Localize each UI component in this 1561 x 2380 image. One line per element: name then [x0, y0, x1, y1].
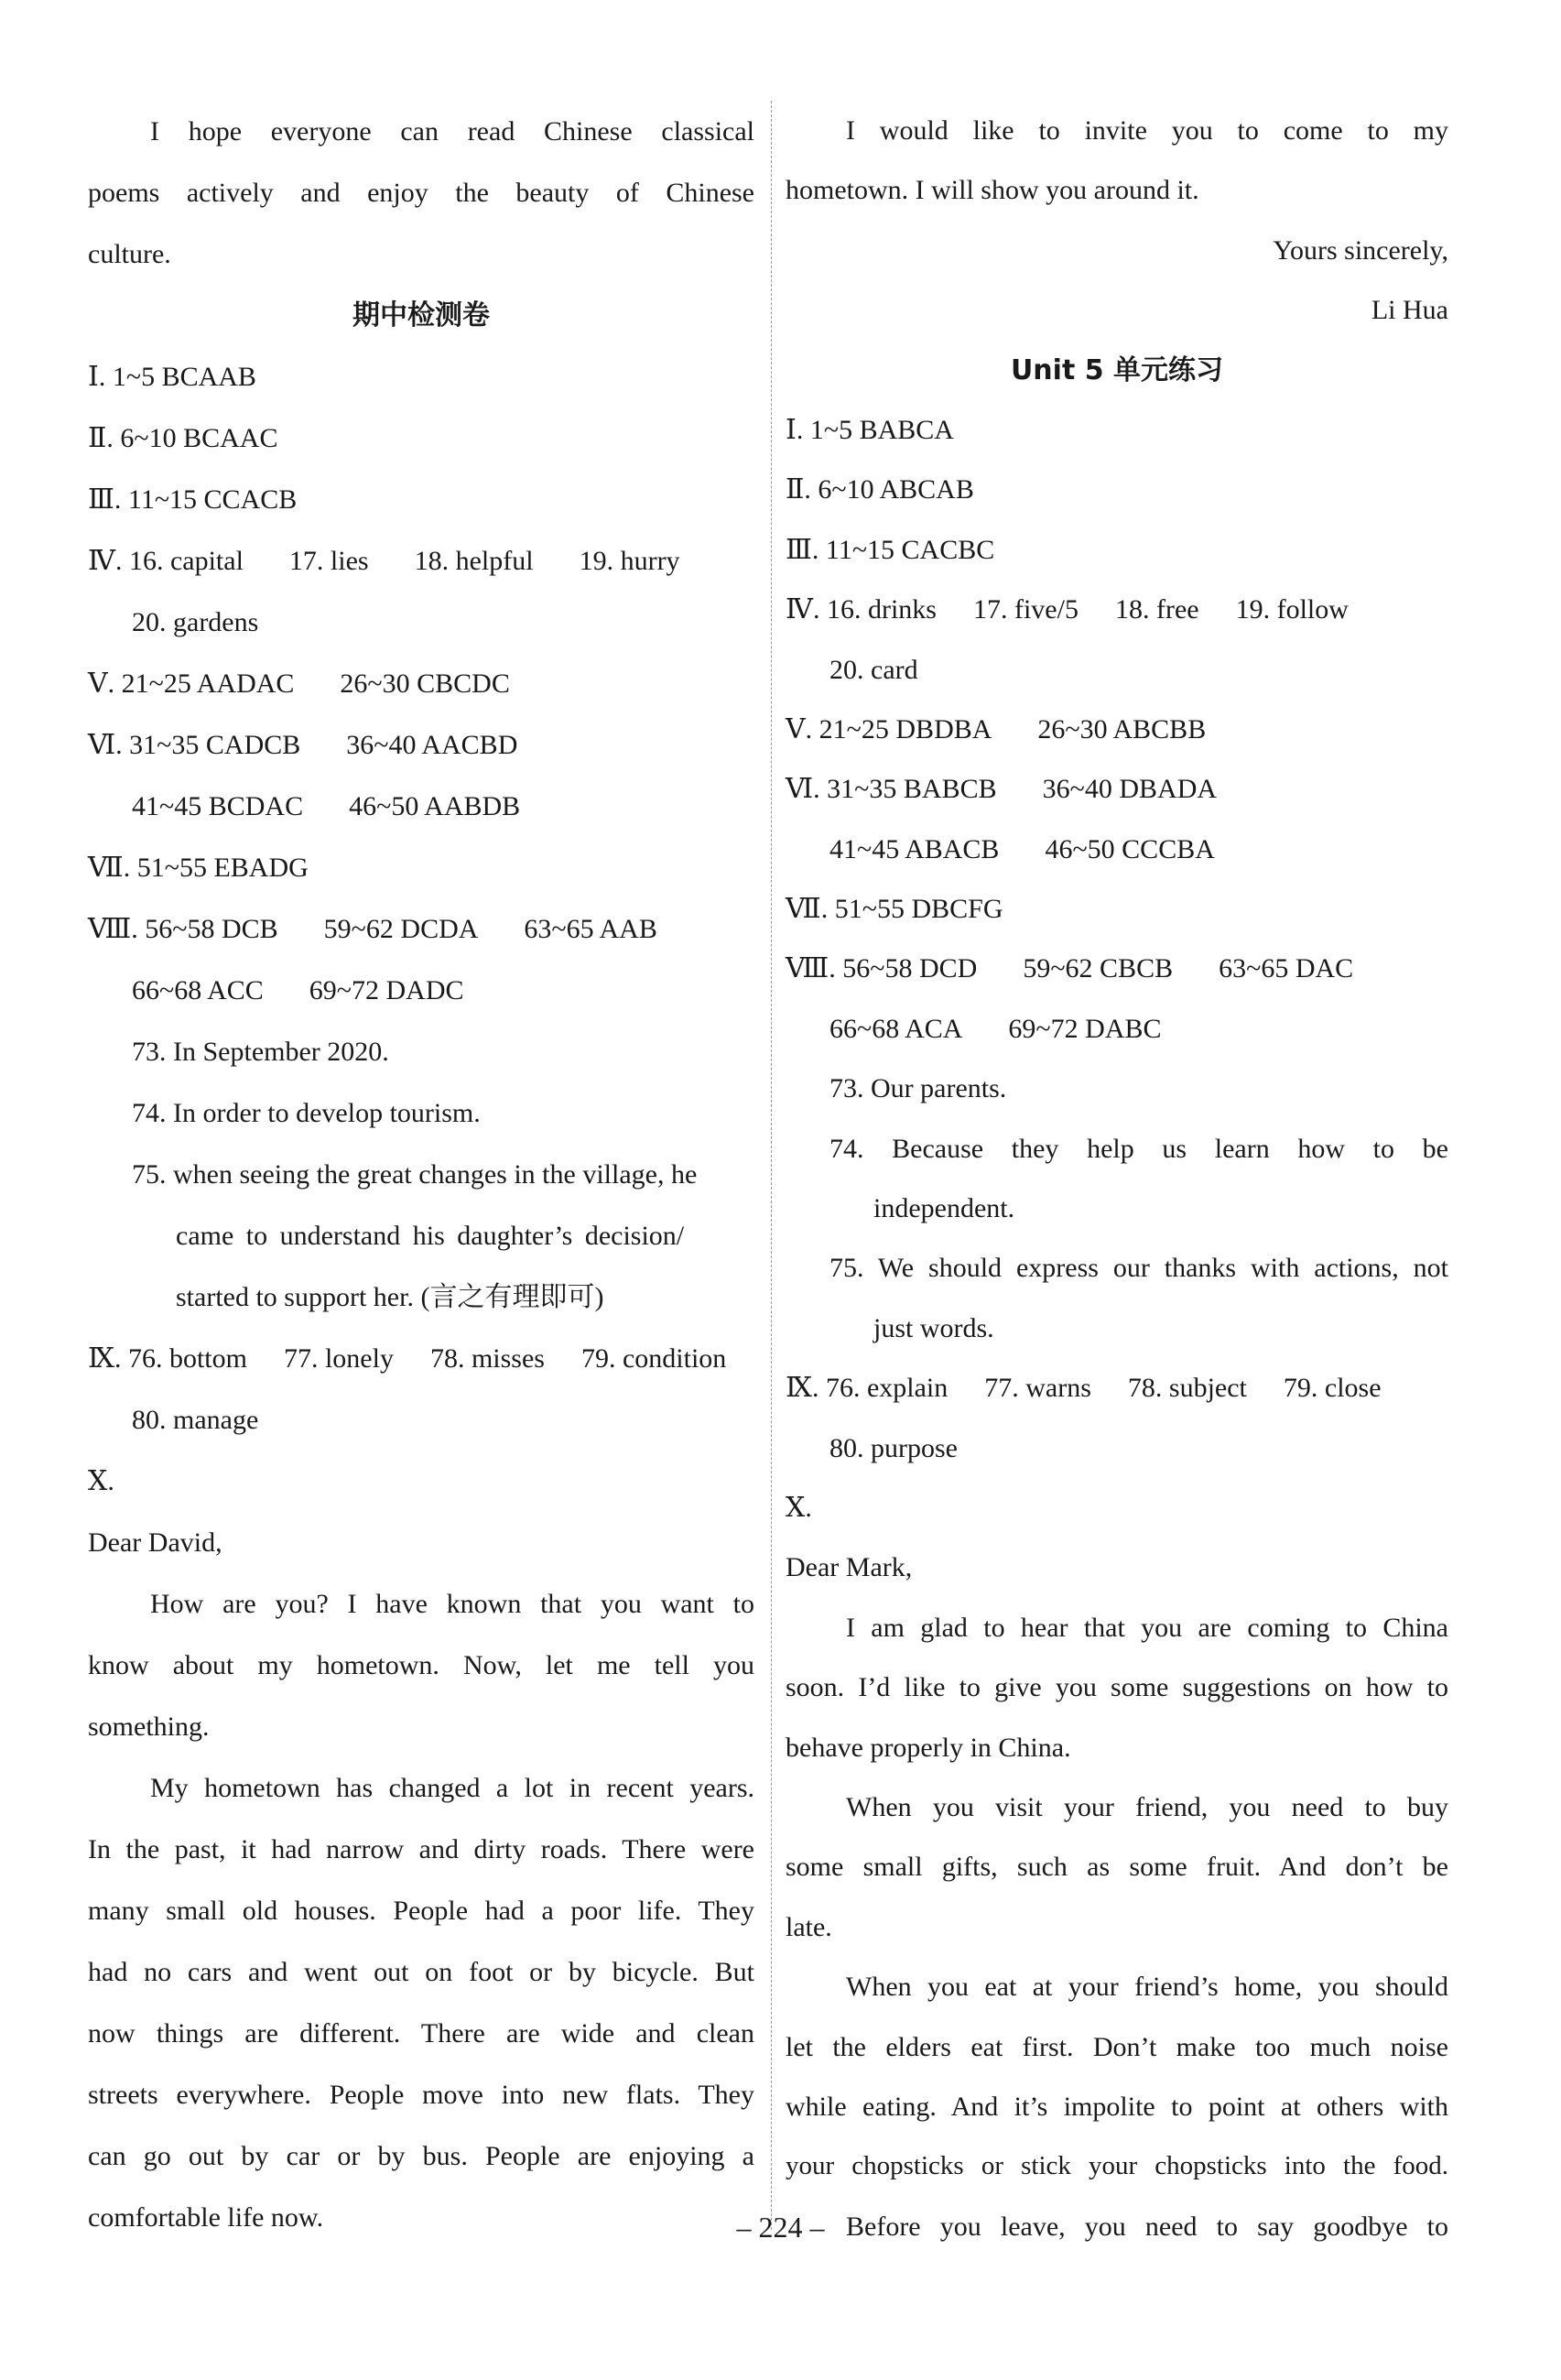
answer-part-4-cont: 20. card: [829, 654, 918, 685]
answer-part-1: Ⅰ. 1~5 BABCA: [786, 414, 954, 445]
answer-item: Ⅴ. 21~25 DBDBA: [786, 713, 992, 744]
intro-line: culture.: [88, 239, 171, 269]
answer-74-cont: independent.: [873, 1193, 1015, 1224]
answer-part-1: Ⅰ. 1~5 BCAAB: [88, 362, 256, 392]
answer-item: 19. follow: [1235, 594, 1349, 625]
letter-line: now things are different. There are wide and clean: [88, 2018, 754, 2049]
answer-item: 46~50 CCCBA: [1045, 833, 1215, 864]
section-title-unit5: Unit 5 单元练习: [1010, 353, 1224, 386]
answer-75: 75. We should express our thanks with actions, not: [829, 1253, 1448, 1284]
page-number: – 224 –: [736, 2211, 825, 2244]
left-column: [88, 101, 754, 2248]
answer-item: 77. warns: [984, 1373, 1091, 1404]
answer-item: 66~68 ACA: [829, 1013, 963, 1044]
letter-line: streets everywhere. People move into new flats. They: [88, 2080, 754, 2110]
answer-item: 66~68 ACC: [132, 975, 264, 1005]
answer-75: 75. when seeing the great changes in the village, he: [132, 1159, 698, 1190]
answer-74: 74. Because they help us learn how to be: [829, 1133, 1448, 1164]
answer-part-4: [786, 580, 1448, 639]
letter-line: When you visit your friend, you need to buy: [846, 1791, 1448, 1822]
answer-73: 73. In September 2020.: [132, 1037, 389, 1067]
answer-part-10: Ⅹ.: [88, 1466, 114, 1496]
answer-item: 78. misses: [429, 1343, 545, 1374]
answer-item: 69~72 DADC: [309, 975, 464, 1005]
right-column: [786, 101, 1448, 2256]
letter-line: comfortable life now.: [88, 2202, 324, 2233]
answer-item: 26~30 ABCBB: [1037, 713, 1207, 744]
answer-item: Ⅵ. 31~35 CADCB: [88, 730, 301, 760]
answer-75-cont: just words.: [873, 1312, 994, 1343]
answer-item: 59~62 DCDA: [323, 914, 479, 944]
answer-part-6-cont: [88, 776, 754, 837]
answer-item: 46~50 AABDB: [349, 791, 521, 821]
answer-73: 73. Our parents.: [829, 1073, 1007, 1104]
answer-part-9-cont: 80. manage: [132, 1405, 259, 1435]
answer-item: Ⅷ. 56~58 DCB: [88, 914, 278, 944]
answer-item: 78. subject: [1127, 1373, 1247, 1404]
answer-part-8: [88, 898, 754, 960]
answer-item: 17. five/5: [972, 594, 1079, 625]
answer-item: Ⅴ. 21~25 AADAC: [88, 668, 295, 699]
intro-line: I hope everyone can read Chinese classical: [150, 116, 754, 147]
answer-item: Ⅵ. 31~35 BABCB: [786, 774, 997, 805]
letter-line: while eating. And it’s impolite to point at others with: [786, 2091, 1448, 2122]
answer-item: 41~45 BCDAC: [132, 791, 304, 821]
column-divider: [771, 101, 772, 2230]
letter-line: some small gifts, such as some fruit. And don’t be: [786, 1852, 1448, 1883]
answer-part-2: Ⅱ. 6~10 ABCAB: [786, 474, 974, 505]
intro-line: poems actively and enjoy the beauty of Chinese: [88, 178, 754, 208]
letter-line: your chopsticks or stick your chopsticks into the food.: [786, 2151, 1448, 2181]
answer-item: Ⅷ. 56~58 DCD: [786, 953, 978, 984]
answer-part-6: [88, 714, 754, 776]
answer-item: Ⅸ. 76. explain: [786, 1373, 949, 1404]
answer-item: 69~72 DABC: [1008, 1013, 1162, 1044]
answer-part-3: Ⅲ. 11~15 CCACB: [88, 484, 298, 515]
letter-signature: Li Hua: [1371, 295, 1448, 326]
answer-part-8-cont: [786, 999, 1448, 1059]
letter-line: When you eat at your friend’s home, you should: [846, 1972, 1448, 2003]
answer-part-8: [786, 939, 1448, 998]
answer-part-6-cont: [786, 820, 1448, 879]
answer-item: 18. helpful: [414, 546, 534, 576]
answer-item: 36~40 AACBD: [346, 730, 518, 760]
answer-part-4-cont: 20. gardens: [132, 607, 259, 637]
answer-part-9: [88, 1328, 754, 1389]
answer-part-2: Ⅱ. 6~10 BCAAC: [88, 423, 278, 453]
answer-item: 63~65 AAB: [524, 914, 657, 944]
answer-part-6: [786, 759, 1448, 819]
letter-greeting: Dear Mark,: [786, 1552, 913, 1583]
answer-75-cont: came to understand his daughter’s decision/: [176, 1221, 685, 1251]
letter-line: My hometown has changed a lot in recent years.: [150, 1773, 754, 1803]
answer-75-cont: started to support her. (言之有理即可): [176, 1282, 604, 1312]
letter-line: How are you? I have known that you want to: [150, 1589, 754, 1619]
answer-item: 26~30 CBCDC: [340, 668, 510, 699]
letter-line: let the elders eat first. Don’t make too much noise: [786, 2031, 1448, 2062]
letter-line: know about my hometown. Now, let me tell you: [88, 1650, 754, 1680]
answer-item: 19. hurry: [579, 546, 680, 576]
answer-item: 79. condition: [580, 1343, 727, 1374]
letter-line: soon. I’d like to give you some suggestions on how to: [786, 1672, 1448, 1703]
answer-item: Ⅳ. 16. capital: [88, 546, 244, 576]
letter-line: late.: [786, 1911, 832, 1942]
answer-74: 74. In order to develop tourism.: [132, 1098, 481, 1128]
letter-closing: Yours sincerely,: [1273, 234, 1448, 266]
letter-line: had no cars and went out on foot or by bicycle. But: [88, 1957, 754, 1987]
letter-line: many small old houses. People had a poor life. They: [88, 1896, 754, 1926]
answer-part-10: Ⅹ.: [786, 1492, 812, 1523]
answer-item: Ⅳ. 16. drinks: [786, 594, 937, 625]
section-title-midterm: 期中检测卷: [352, 299, 490, 331]
answer-item: 79. close: [1283, 1373, 1382, 1404]
letter-line: can go out by car or by bus. People are enjoying a: [88, 2141, 754, 2171]
answer-item: 18. free: [1114, 594, 1199, 625]
answer-item: 77. lonely: [283, 1343, 394, 1374]
answer-item: 36~40 DBADA: [1042, 774, 1218, 805]
answer-part-5: [88, 653, 754, 714]
letter-greeting: Dear David,: [88, 1527, 222, 1558]
letter-line: I am glad to hear that you are coming to China: [846, 1612, 1448, 1643]
answer-item: Ⅸ. 76. bottom: [88, 1343, 247, 1374]
letter-line: In the past, it had narrow and dirty roads. There were: [88, 1834, 754, 1864]
answer-part-9: [786, 1358, 1448, 1418]
answer-part-5: [786, 700, 1448, 759]
answer-part-9-cont: 80. purpose: [829, 1432, 958, 1463]
answer-item: 63~65 DAC: [1219, 953, 1354, 984]
answer-item: 59~62 CBCB: [1023, 953, 1174, 984]
letter-line: I would like to invite you to come to my: [846, 115, 1448, 146]
answer-part-4: [88, 530, 754, 592]
answer-part-3: Ⅲ. 11~15 CACBC: [786, 534, 995, 565]
letter-line: Before you leave, you need to say goodbye to: [846, 2211, 1448, 2242]
answer-item: 41~45 ABACB: [829, 833, 1000, 864]
letter-line: behave properly in China.: [786, 1732, 1071, 1763]
letter-line: hometown. I will show you around it.: [786, 175, 1199, 206]
answer-part-8-cont: [88, 960, 754, 1021]
letter-line: something.: [88, 1712, 210, 1742]
answer-part-7: Ⅶ. 51~55 EBADG: [88, 853, 309, 883]
answer-part-7: Ⅶ. 51~55 DBCFG: [786, 894, 1003, 925]
answer-item: 17. lies: [288, 546, 369, 576]
